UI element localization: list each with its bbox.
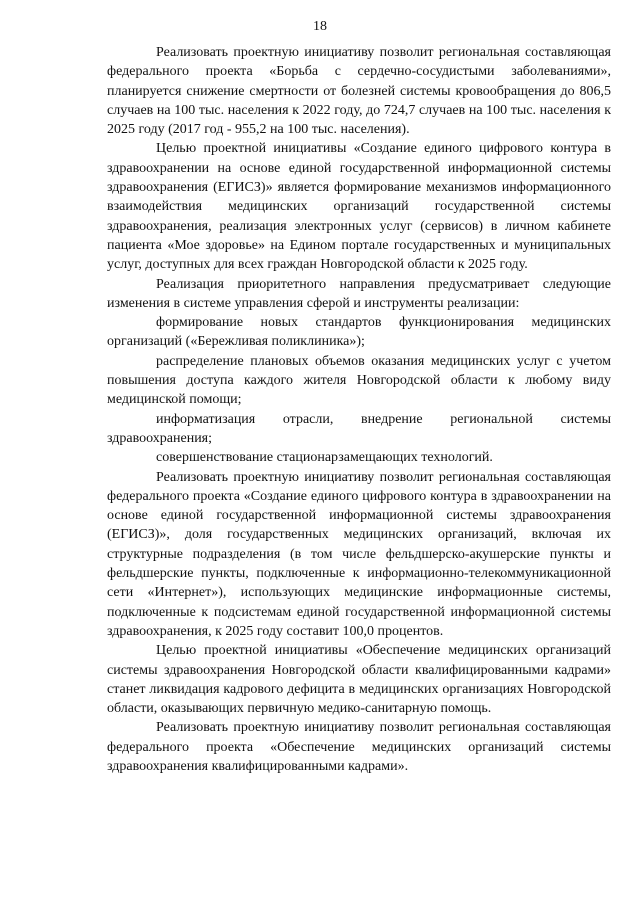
paragraph: Реализовать проектную инициативу позволит региональная составляющая федерального проекта «Создание единого цифрового контура в здравоохранении на основе единой государственной информационной системы здравоохранения (ЕГИСЗ)», доля государственных медицинских организаций, включая их структурные подразделения (в том числе фельдшерско-акушерские пункты и фельдшерские пункты, подключенные к информационно-телекоммуникационной сети «Интернет»), использующих медицинские информационные системы, подключенные к подсистемам единой государственной информационной системы здравоохранения, к 2025 году составит 100,0 процентов.: [107, 469, 611, 639]
list-item: совершенствование стационарзамещающих технологий.: [156, 450, 493, 466]
paragraph: Реализовать проектную инициативу позволит региональная составляющая федерального проекта «Борьба с сердечно-сосудистыми заболеваниями», планируется снижение смертности от болезней системы кровообращения до 806,5 случаев на 100 тыс. населения к 2022 году, до 724,7 случаев на 100 тыс. населения к 2025 году (2017 год - 955,2 на 100 тыс. населения).: [107, 45, 611, 138]
list-item: формирование новых стандартов функционирования медицинских организаций («Бережливая поликлиника»);: [107, 315, 611, 350]
page-number: 18: [313, 19, 327, 34]
list-item: распределение плановых объемов оказания медицинских услуг с учетом повышения доступа каждого жителя Новгородской области к любому виду медицинской помощи;: [107, 353, 611, 408]
document-body: [107, 43, 611, 776]
paragraph: Целью проектной инициативы «Обеспечение медицинских организаций системы здравоохранения Новгородской области квалифицированными кадрами» станет ликвидация кадрового дефицита в медицинских организациях Новгородской области, оказывающих первичную медико-санитарную помощь.: [107, 643, 611, 717]
paragraph: Целью проектной инициативы «Создание единого цифрового контура в здравоохранении на основе единой государственной информационной системы здравоохранения (ЕГИСЗ)» является формирование механизмов информационного взаимодействия медицинских организаций государственной системы здравоохранения, реализация электронных услуг (сервисов) в личном кабинете пациента «Мое здоровье» на Едином портале государственных и муниципальных услуг, доступных для всех граждан Новгородской области к 2025 году.: [107, 141, 611, 273]
paragraph: Реализовать проектную инициативу позволит региональная составляющая федерального проекта «Обеспечение медицинских организаций системы здравоохранения квалифицированными кадрами».: [107, 720, 611, 774]
list-item: информатизация отрасли, внедрение региональной системы здравоохранения;: [107, 411, 611, 446]
paragraph: Реализация приоритетного направления предусматривает следующие изменения в системе управления сферой и инструменты реализации:: [107, 276, 611, 311]
